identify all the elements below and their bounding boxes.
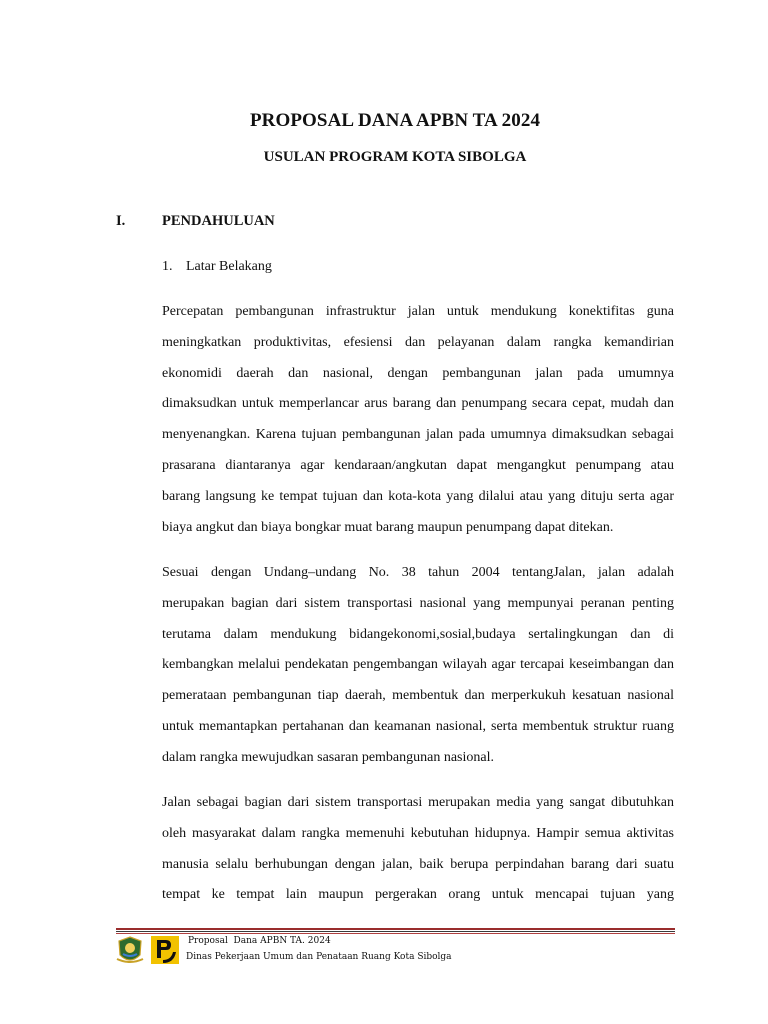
paragraph-line: dalam rangka mewujudkan sasaran pembangunan nasional.: [162, 749, 495, 765]
paragraph-line: Percepatan pembangunan infrastruktur jalan untuk mendukung konektifitas guna: [162, 304, 674, 319]
section-title: PENDAHULUAN: [162, 213, 275, 229]
subsection-number: 1.: [162, 259, 173, 274]
paragraph-line: barang langsung ke tempat tujuan dan kota-kota yang dilalui atau yang dituju serta agar: [162, 488, 674, 504]
pu-logo-icon: [151, 936, 179, 964]
paragraph-line: prasarana diantaranya agar kendaraan/angkutan dapat mengangkut penumpang atau: [162, 457, 674, 473]
paragraph-line: meningkatkan produktivitas, efesiensi dan pelayanan dalam rangka kemandirian: [162, 334, 674, 350]
paragraph-line: Sesuai dengan Undang–undang No. 38 tahun 2004 tentangJalan, jalan adalah: [162, 565, 674, 580]
paragraph-1: [162, 297, 674, 543]
paragraph-line: Jalan sebagai bagian dari sistem transportasi merupakan media yang sangat dibutuhkan: [162, 795, 674, 810]
footer-divider: [116, 931, 675, 932]
paragraph-line: biaya angkut dan biaya bongkar muat barang maupun penumpang dapat ditekan.: [162, 519, 614, 535]
subsection-title: Latar Belakang: [186, 259, 272, 274]
footer-divider: [116, 928, 675, 930]
footer-line-1: Proposal Dana APBN TA. 2024: [188, 936, 331, 946]
paragraph-2: [162, 558, 674, 774]
footer-divider: [116, 933, 675, 934]
paragraph-line: merupakan bagian dari sistem transportasi nasional yang mempunyai peranan penting: [162, 595, 674, 611]
paragraph-line: untuk memantapkan pertahanan dan keamanan nasional, serta membentuk struktur ruang: [162, 718, 674, 734]
sibolga-emblem-icon: [114, 935, 146, 967]
paragraph-line: tempat ke tempat lain maupun pergerakan orang untuk mencapai tujuan yang: [162, 887, 674, 903]
paragraph-line: manusia selalu berhubungan dengan jalan, baik berupa perpindahan barang dari suatu: [162, 856, 674, 872]
paragraph-line: menyenangkan. Karena tujuan pembangunan jalan pada umumnya dimaksudkan sebagai: [162, 427, 674, 443]
paragraph-line: terutama dalam mendukung bidangekonomi,sosial,budaya sertalingkungan dan di: [162, 626, 674, 642]
paragraph-line: oleh masyarakat dalam rangka memenuhi kebutuhan hidupnya. Hampir semua aktivitas: [162, 825, 674, 841]
paragraph-line: kembangkan melalui pendekatan pengembangan wilayah agar tercapai keseimbangan dan: [162, 657, 674, 673]
page-title: PROPOSAL DANA APBN TA 2024: [249, 110, 541, 131]
paragraph-3: [162, 788, 674, 911]
paragraph-line: ekonomidi daerah dan nasional, dengan pembangunan jalan pada umumnya: [162, 365, 674, 381]
paragraph-line: pemerataan pembangunan tiap daerah, membentuk dan merperkukuh kesatuan nasional: [162, 688, 674, 704]
paragraph-line: dimaksudkan untuk memperlancar arus barang dan penumpang secara cepat, mudah dan: [162, 396, 674, 412]
page-subtitle: USULAN PROGRAM KOTA SIBOLGA: [263, 149, 527, 165]
footer-line-2: Dinas Pekerjaan Umum dan Penataan Ruang Kota Sibolga: [186, 952, 452, 962]
section-number: I.: [116, 213, 126, 229]
